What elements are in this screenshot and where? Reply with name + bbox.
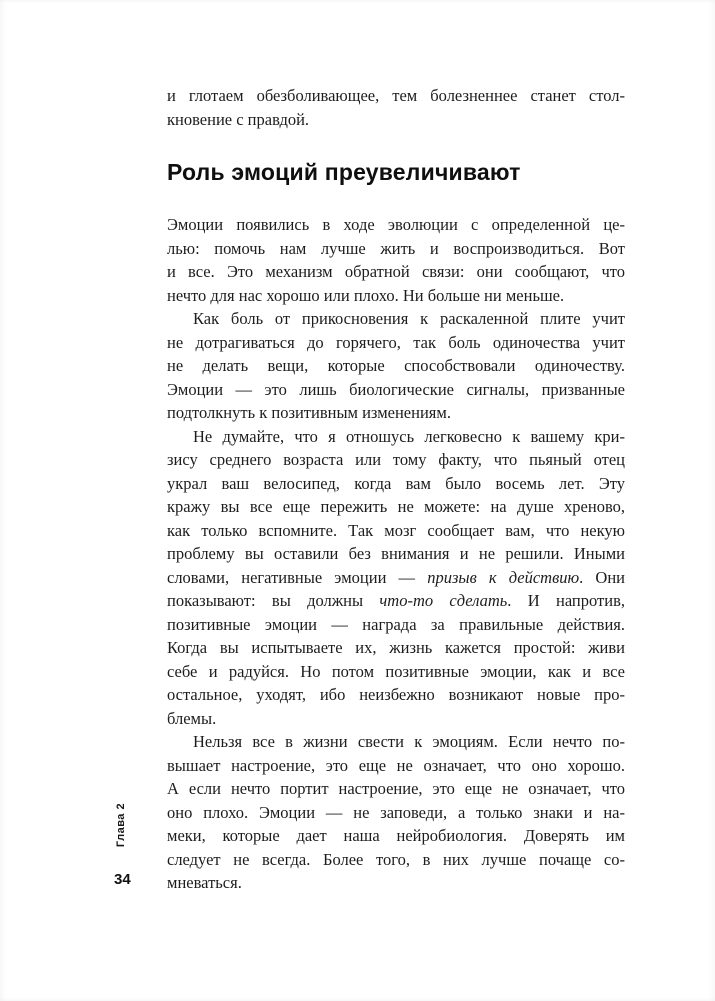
text-line: проблему вы оставили без внимания и не решили. Иными (167, 544, 625, 563)
paragraph (167, 213, 625, 307)
text-line: нечто для нас хорошо или плохо. Ни больше ни меньше. (167, 285, 565, 305)
text-line: показывают: вы должны что-то сделать. И напротив, (167, 591, 625, 610)
text-line: позитивные эмоции — награда за правильные действия. (167, 614, 625, 634)
text-line: подтолкнуть к позитивным изменениям. (167, 403, 451, 422)
text-line: следует не всегда. Более того, в них лучше почаще со- (167, 849, 625, 869)
text-line: вышает настроение, это еще не означает, что оно хорошо. (167, 755, 625, 775)
text-line: себе и радуйся. Но потом позитивные эмоции, как и все (167, 661, 625, 681)
paragraph (167, 425, 625, 731)
text-line: мневаться. (167, 873, 242, 892)
paragraph (167, 730, 625, 895)
text-line: и все. Это механизм обратной связи: они сообщают, что (167, 262, 625, 281)
text-line: не дотрагиваться до горячего, так боль одиночества учит (167, 332, 625, 352)
section-heading: Роль эмоций преувеличивают (167, 159, 521, 185)
text-line: оно плохо. Эмоции — не заповеди, а только знаки и на- (167, 802, 625, 822)
text-column (167, 84, 625, 895)
text-line: лью: помочь нам лучше жить и воспроизводиться. Вот (167, 238, 625, 258)
text-line: меки, которые дает наша нейробиология. Доверять им (167, 826, 625, 845)
text-line: А если нечто портит настроение, это еще не означает, что (167, 779, 625, 798)
text-line: Эмоции — это лишь биологические сигналы, призванные (167, 379, 625, 399)
text-line: словами, негативные эмоции — призыв к действию. Они (167, 567, 626, 587)
text-line: не делать вещи, которые способствовали одиночеству. (167, 356, 625, 375)
paragraph (167, 84, 625, 131)
text-line: Как боль от прикосновения к раскаленной плите учит (193, 309, 625, 328)
text-line: зису среднего возраста или тому факту, что пьяный отец (167, 450, 625, 469)
text-line: Когда вы испытываете их, жизнь кажется простой: живи (167, 638, 625, 657)
page-number: 34 (114, 871, 131, 888)
chapter-label: Глава 2 (115, 802, 127, 848)
text-line: Не думайте, что я отношусь легковесно к вашему кри- (193, 426, 625, 446)
text-line: кновение с правдой. (167, 109, 310, 129)
paragraph (167, 307, 625, 425)
text-line: и глотаем обезболивающее, тем болезненнее станет стол- (167, 86, 625, 105)
text-line: остальное, уходят, ибо неизбежно возникают новые про- (167, 685, 625, 704)
text-line: как только вспомните. Так мозг сообщает вам, что некую (167, 520, 625, 540)
text-line: блемы. (167, 708, 217, 728)
text-line: кражу вы все еще пережить не можете: на душе хреново, (167, 497, 625, 516)
text-line: Эмоции появились в ходе эволюции с определенной це- (167, 215, 625, 234)
text-line: украл ваш велосипед, когда вам было восемь лет. Эту (167, 473, 625, 493)
text-line: Нельзя все в жизни свести к эмоциям. Если нечто по- (193, 732, 625, 751)
